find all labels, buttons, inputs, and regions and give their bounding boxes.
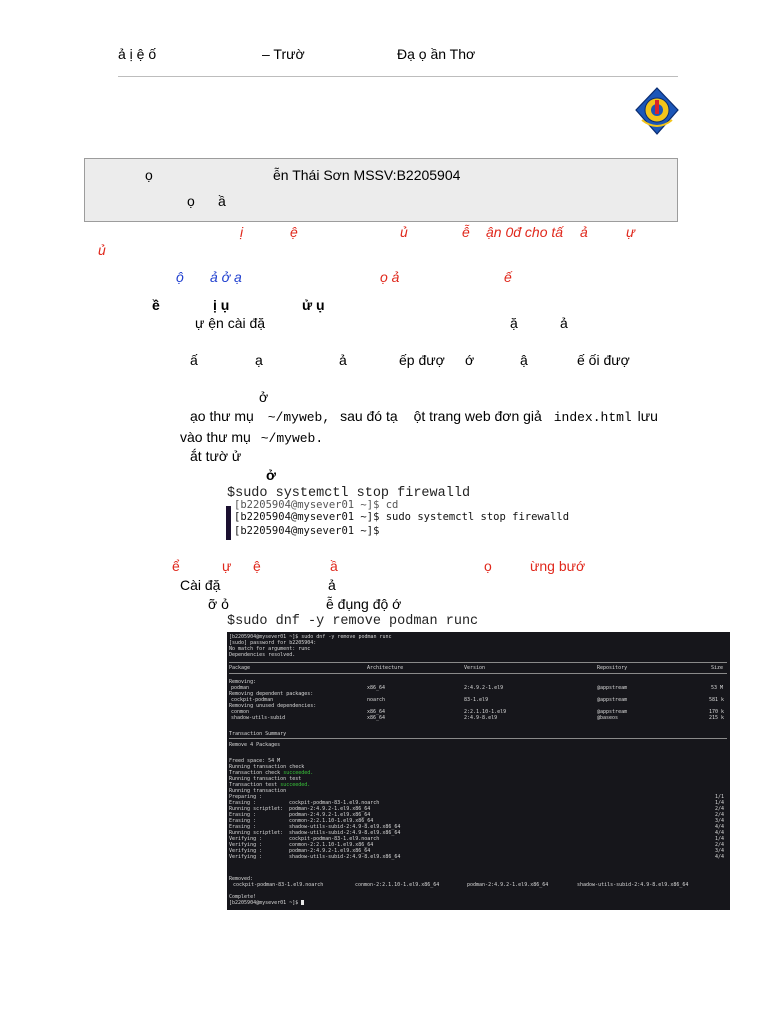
package-version: 83-1.el9 [464,697,489,703]
p2-fragment: ộ [176,269,184,285]
terminal-section: Removing dependent packages: [229,691,314,697]
transaction-step-label: Erasing : [229,800,257,806]
section1-fragment: ự ện cài đặ [195,315,266,331]
col-header-size: Size [711,665,724,671]
package-arch: noarch [367,697,386,703]
section2-fragment: ớ [465,352,475,368]
inline-code: ~/myweb, [267,410,331,425]
p2-fragment: ọ ả [380,269,400,285]
terminal-section: Removing unused dependencies: [229,703,317,709]
package-size: 581 k [709,697,725,703]
package-size: 53 M [711,685,724,691]
package-repo: @appstream [597,709,628,715]
student-info-box [84,158,678,222]
transaction-step-package: cockpit-podman-83-1.el9.noarch [289,800,380,806]
transaction-step-package: podman-2:4.9.2-1.el9.x86_64 [289,806,371,812]
transaction-step-label: Verifying : [229,854,263,860]
package-repo: @baseos [597,715,619,721]
terminal-line: Running transaction check [229,764,305,770]
transaction-step-package: conmon-2:2.1.10-1.el9.x86_64 [289,818,374,824]
col-header-arch: Architecture [367,665,404,671]
p1-fragment: ị [240,224,244,240]
p1-fragment: ệ [290,224,298,240]
s10-fragment: ỡ ỏ [208,596,229,612]
terminal-section: Removing: [229,679,257,685]
removed-package: podman-2:4.9.2-1.el9.x86_64 [467,882,549,888]
terminal-line: [b2205904@mysever01 ~]$ sudo systemctl stop firewalld [234,511,570,523]
transaction-step-package: shadow-utils-subid-2:4.9-8.el9.x86_64 [289,830,401,836]
transaction-step-count: 2/4 [715,806,725,812]
package-name: conmon [231,709,250,715]
step-create-folder-cont [180,429,323,446]
transaction-step-label: Erasing : [229,824,257,830]
transaction-step-label: Verifying : [229,848,263,854]
terminal-line: Freed space: 54 M [229,758,281,764]
transaction-step-count: 4/4 [715,830,725,836]
section1-fragment: ề [152,297,160,313]
terminal-prompt: [b2205904@mysever01 ~]$ [229,900,304,906]
terminal-line: Running transaction test [229,776,302,782]
step-fragment: ở [266,467,276,483]
section3-fragment: ở [259,389,269,405]
section2-fragment: ếp đượ [399,352,445,368]
transaction-step-count: 1/1 [715,794,725,800]
section1-fragment: ử ụ [302,297,325,313]
p1-fragment: ự [626,224,635,240]
transaction-step-label: Running scriptlet: [229,806,284,812]
university-logo-icon [634,86,680,138]
section1-fragment: ặ [510,315,518,331]
s9-fragment: ả [328,577,336,593]
p1-fragment: ủ [98,242,106,258]
section2-fragment: ế ối đượ [577,352,630,368]
transaction-step-count: 1/4 [715,800,725,806]
command-remove-podman: $sudo dnf -y remove podman runc [227,614,479,629]
terminal-line: Remove 4 Packages [229,742,281,748]
section1-fragment: ị ụ [213,297,230,313]
terminal-section: Removed: [229,876,254,882]
inline-code: index.html [553,410,632,425]
section2-fragment: ạ [255,352,263,368]
p1-fragment: ủ [400,224,408,240]
info-line1-a: ọ [145,167,153,183]
s8-fragment: ọ [484,558,492,574]
package-version: 2:4.9-8.el9 [464,715,498,721]
package-repo: @appstream [597,685,628,691]
transaction-step-count: 2/4 [715,812,725,818]
terminal-line: Running transaction [229,788,287,794]
package-size: 170 k [709,709,725,715]
terminal-line: [b2205904@mysever01 ~]$ cd [234,499,399,511]
header-left: ả ị ệ ố [118,46,157,62]
package-size: 215 k [709,715,725,721]
info-line1-b: ễn Thái Sơn MSSV:B2205904 [273,167,461,183]
removed-package: cockpit-podman-83-1.el9.noarch [233,882,324,888]
step-text: lưu [637,408,658,424]
s8-fragment: ừng bướ [530,558,586,574]
transaction-step-count: 3/4 [715,818,725,824]
transaction-step-count: 4/4 [715,854,725,860]
step-create-folder [190,408,658,425]
transaction-step-package: shadow-utils-subid-2:4.9-8.el9.x86_64 [289,854,401,860]
terminal-line: [b2205904@mysever01 ~]$ [234,525,380,537]
cursor-icon [301,900,304,905]
terminal-line: [sudo] password for b2205904: [229,640,317,646]
transaction-step-label: Verifying : [229,842,263,848]
step-text: sau đó tạ [340,408,398,424]
inline-code: ~/myweb. [260,431,324,446]
transaction-step-package: podman-2:4.9.2-1.el9.x86_64 [289,848,371,854]
transaction-step-count: 4/4 [715,824,725,830]
p1-fragment: ận 0đ cho tấ [486,224,564,240]
s8-fragment: ầ [330,558,338,574]
col-header-package: Package [229,665,251,671]
header-right: Đạ ọ ần Thơ [397,46,476,62]
header-divider [118,76,678,77]
package-version: 2:2.1.10-1.el9 [464,709,507,715]
header-middle: – Trườ [262,46,305,62]
package-arch: x86_64 [367,715,386,721]
terminal-screenshot-1 [226,499,570,540]
package-arch: x86_64 [367,709,386,715]
terminal-line: Transaction test succeeded. [229,782,311,788]
transaction-step-label: Verifying : [229,836,263,842]
package-arch: x86_64 [367,685,386,691]
terminal-line: [b2205904@mysever01 ~]$ sudo dnf -y remove podman runc [229,634,392,640]
info-line2-b: ầ [218,193,226,209]
terminal-section: Transaction Summary [229,731,287,737]
terminal-separator [229,662,727,663]
terminal-line: No match for argument: runc [229,646,311,652]
section2-fragment: ả [339,352,347,368]
p2-fragment: ế [504,269,512,285]
transaction-step-package: cockpit-podman-83-1.el9.noarch [289,836,380,842]
s8-fragment: ể [172,558,180,574]
s10-fragment: ễ đụng độ ớ [326,596,402,612]
step-text: ột trang web đơn giả [413,408,542,424]
terminal-line: Transaction check succeeded. [229,770,314,776]
col-header-repo: Repository [597,665,628,671]
transaction-step-label: Erasing : [229,812,257,818]
removed-package: conmon-2:2.1.10-1.el9.x86_64 [355,882,440,888]
s8-fragment: ự [222,558,232,574]
transaction-step-label: Preparing : [229,794,263,800]
package-repo: @appstream [597,697,628,703]
command-stop-firewall: $sudo systemctl stop firewalld [227,486,471,501]
terminal-edge [226,506,231,540]
step-text: vào thư mụ [180,429,251,445]
s8-fragment: ệ [253,558,261,574]
transaction-step-count: 3/4 [715,848,725,854]
transaction-step-package: podman-2:4.9.2-1.el9.x86_64 [289,812,371,818]
step-firewall: ắt tườ ử [190,448,242,464]
p1-fragment: ả [580,224,588,240]
transaction-step-label: Erasing : [229,818,257,824]
transaction-step-package: shadow-utils-subid-2:4.9-8.el9.x86_64 [289,824,401,830]
terminal-separator [229,673,727,674]
package-name: shadow-utils-subid [231,715,286,721]
terminal-separator [229,738,727,739]
transaction-step-count: 1/4 [715,836,725,842]
section2-fragment: ấ [190,352,198,368]
transaction-step-label: Running scriptlet: [229,830,284,836]
terminal-line: Complete! [229,894,257,900]
transaction-step-package: conmon-2:2.1.10-1.el9.x86_64 [289,842,374,848]
terminal-line: Dependencies resolved. [229,652,296,658]
package-name: podman [231,685,250,691]
p2-fragment: ả ở ạ [210,269,242,285]
removed-package: shadow-utils-subid-2:4.9-8.el9.x86_64 [577,882,689,888]
info-line2-a: ọ [187,193,195,209]
package-version: 2:4.9.2-1.el9 [464,685,504,691]
transaction-step-count: 2/4 [715,842,725,848]
package-name: cockpit-podman [231,697,274,703]
section2-fragment: ậ [520,352,528,368]
p1-fragment: ễ [462,224,470,240]
s9-fragment: Cài đặ [180,577,221,593]
col-header-version: Version [464,665,486,671]
section1-fragment: ả [560,315,568,331]
step-text: ạo thư mụ [190,408,254,424]
terminal-screenshot-2 [227,632,730,910]
